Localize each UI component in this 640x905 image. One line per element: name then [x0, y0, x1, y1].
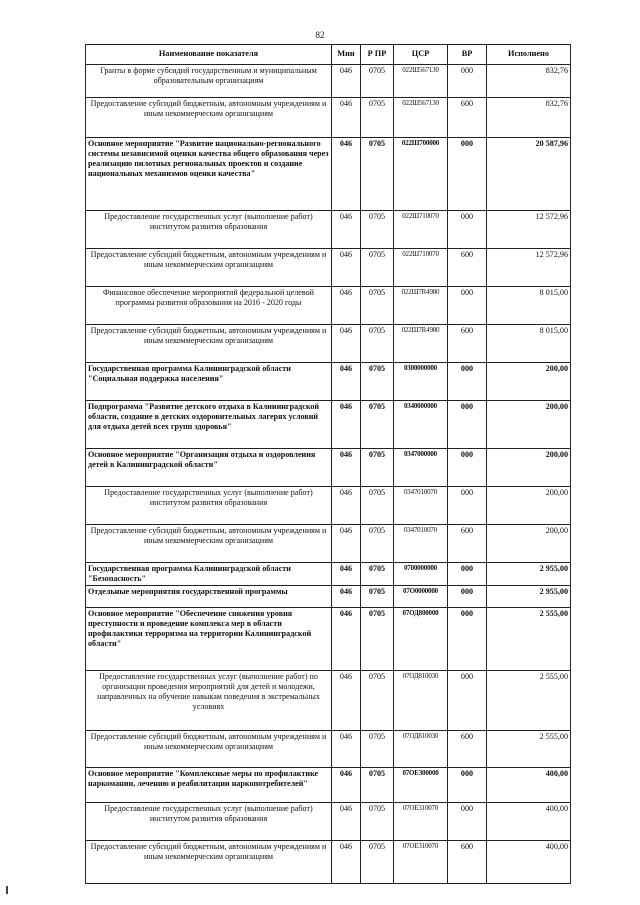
row-ministry-cell: 046 — [332, 287, 361, 325]
row-ministry-cell: 046 — [332, 325, 361, 363]
row-executed-cell: 400,00 — [487, 841, 571, 884]
row-executed-cell: 832,76 — [487, 98, 571, 138]
row-name-cell: Гранты в форме субсидий государственным и муниципальным образовательным организациям — [86, 65, 332, 98]
row-expense-type-cell: 000 — [448, 211, 487, 249]
row-executed-cell: 400,00 — [487, 803, 571, 841]
row-ministry-cell: 046 — [332, 525, 361, 563]
table-row — [86, 731, 571, 768]
row-expense-type-cell: 000 — [448, 768, 487, 803]
row-ministry-cell: 046 — [332, 401, 361, 449]
row-expense-type-cell: 600 — [448, 525, 487, 563]
row-section-cell: 0705 — [361, 731, 394, 768]
row-executed-cell: 200,00 — [487, 363, 571, 401]
row-section-cell: 0705 — [361, 525, 394, 563]
table-row — [86, 563, 571, 586]
row-section-cell: 0705 — [361, 249, 394, 287]
row-ministry-cell: 046 — [332, 768, 361, 803]
row-expense-type-cell: 000 — [448, 138, 487, 211]
row-target-article-cell: 022Ш567130 — [394, 98, 448, 138]
header-target-article: ЦСР — [394, 45, 448, 65]
row-name-cell: Предоставление субсидий бюджетным, автономным учреждениям и иным некоммерческим организациям — [86, 325, 332, 363]
row-expense-type-cell: 000 — [448, 563, 487, 586]
row-executed-cell: 8 015,00 — [487, 325, 571, 363]
row-target-article-cell: 0347010070 — [394, 525, 448, 563]
row-target-article-cell: 022Ш7R4980 — [394, 287, 448, 325]
budget-execution-table — [85, 44, 571, 884]
row-executed-cell: 832,76 — [487, 65, 571, 98]
row-ministry-cell: 046 — [332, 841, 361, 884]
row-ministry-cell: 046 — [332, 487, 361, 525]
row-section-cell: 0705 — [361, 671, 394, 731]
row-ministry-cell: 046 — [332, 65, 361, 98]
row-name-cell: Государственная программа Калининградской области "Безопасность" — [86, 563, 332, 586]
row-executed-cell: 2 555,00 — [487, 608, 571, 671]
row-expense-type-cell: 000 — [448, 586, 487, 608]
row-ministry-cell: 046 — [332, 608, 361, 671]
row-section-cell: 0705 — [361, 449, 394, 487]
row-ministry-cell: 046 — [332, 98, 361, 138]
header-indicator-name: Наименование показателя — [86, 45, 332, 65]
row-target-article-cell: 07ОЕ310070 — [394, 841, 448, 884]
row-expense-type-cell: 600 — [448, 841, 487, 884]
table-row — [86, 249, 571, 287]
row-target-article-cell: 022Ш700000 — [394, 138, 448, 211]
table-row — [86, 586, 571, 608]
table-row — [86, 65, 571, 98]
header-section: Р ПР — [361, 45, 394, 65]
row-section-cell: 0705 — [361, 803, 394, 841]
row-ministry-cell: 046 — [332, 449, 361, 487]
row-expense-type-cell: 000 — [448, 449, 487, 487]
row-section-cell: 0705 — [361, 211, 394, 249]
row-ministry-cell: 046 — [332, 586, 361, 608]
row-section-cell: 0705 — [361, 608, 394, 671]
row-target-article-cell: 07О0000000 — [394, 586, 448, 608]
row-target-article-cell: 0347000000 — [394, 449, 448, 487]
row-expense-type-cell: 000 — [448, 363, 487, 401]
table-row — [86, 287, 571, 325]
row-executed-cell: 12 572,96 — [487, 249, 571, 287]
row-executed-cell: 8 015,00 — [487, 287, 571, 325]
row-target-article-cell: 0347010070 — [394, 487, 448, 525]
row-target-article-cell: 0340000000 — [394, 401, 448, 449]
row-expense-type-cell: 000 — [448, 803, 487, 841]
row-name-cell: Предоставление государственных услуг (выполнение работ) по организации проведения мероприятий для детей и молодежи, направленных на обучение навыкам поведения в экстремальных условиях — [86, 671, 332, 731]
row-target-article-cell: 0300000000 — [394, 363, 448, 401]
row-target-article-cell: 022Ш710070 — [394, 211, 448, 249]
row-ministry-cell: 046 — [332, 563, 361, 586]
row-name-cell: Основное мероприятие "Развитие национально-регионального системы независимой оценки качества общего образования через реализацию пилотных региональных проектов и создание национальных механизмов оценки качества" — [86, 138, 332, 211]
row-section-cell: 0705 — [361, 563, 394, 586]
row-target-article-cell: 07ОД800000 — [394, 608, 448, 671]
row-ministry-cell: 046 — [332, 249, 361, 287]
row-executed-cell: 200,00 — [487, 449, 571, 487]
table-row — [86, 803, 571, 841]
row-ministry-cell: 046 — [332, 138, 361, 211]
row-name-cell: Государственная программа Калининградской области "Социальная поддержка населения" — [86, 363, 332, 401]
row-target-article-cell: 07ОД810030 — [394, 731, 448, 768]
row-name-cell: Предоставление субсидий бюджетным, автономным учреждениям и иным некоммерческим организациям — [86, 249, 332, 287]
row-executed-cell: 2 555,00 — [487, 671, 571, 731]
table-row — [86, 211, 571, 249]
header-expense-type: ВР — [448, 45, 487, 65]
page-number: 82 — [315, 30, 325, 40]
table-row — [86, 98, 571, 138]
row-target-article-cell: 022Ш710070 — [394, 249, 448, 287]
row-expense-type-cell: 600 — [448, 98, 487, 138]
table-row — [86, 449, 571, 487]
row-expense-type-cell: 000 — [448, 65, 487, 98]
row-section-cell: 0705 — [361, 138, 394, 211]
header-ministry: Мин — [332, 45, 361, 65]
row-executed-cell: 2 555,00 — [487, 731, 571, 768]
row-expense-type-cell: 000 — [448, 671, 487, 731]
table-header-row — [86, 45, 571, 65]
row-ministry-cell: 046 — [332, 731, 361, 768]
row-section-cell: 0705 — [361, 841, 394, 884]
table-row — [86, 138, 571, 211]
row-name-cell: Предоставление государственных услуг (выполнение работ) институтом развития образования — [86, 211, 332, 249]
row-executed-cell: 12 572,96 — [487, 211, 571, 249]
row-section-cell: 0705 — [361, 586, 394, 608]
row-ministry-cell: 046 — [332, 363, 361, 401]
row-ministry-cell: 046 — [332, 803, 361, 841]
row-target-article-cell: 022Ш7R4980 — [394, 325, 448, 363]
table-row — [86, 608, 571, 671]
table-row — [86, 768, 571, 803]
row-expense-type-cell: 000 — [448, 401, 487, 449]
row-executed-cell: 200,00 — [487, 487, 571, 525]
row-name-cell: Подпрограмма "Развитие детского отдыха в Калининградской области, создание в детских оздоровительных лагерях условий для отдыха детей всех групп здоровья" — [86, 401, 332, 449]
row-section-cell: 0705 — [361, 363, 394, 401]
table-row — [86, 325, 571, 363]
row-name-cell: Предоставление субсидий бюджетным, автономным учреждениям и иным некоммерческим организациям — [86, 98, 332, 138]
row-target-article-cell: 07ОЕ300000 — [394, 768, 448, 803]
header-executed: Исполнено — [487, 45, 571, 65]
table-row — [86, 525, 571, 563]
row-expense-type-cell: 000 — [448, 287, 487, 325]
row-section-cell: 0705 — [361, 487, 394, 525]
row-name-cell: Отдельные мероприятия государственной программы — [86, 586, 332, 608]
row-executed-cell: 2 955,00 — [487, 563, 571, 586]
row-name-cell: Предоставление государственных услуг (выполнение работ) институтом развития образования — [86, 803, 332, 841]
row-name-cell: Основное мероприятие "Обеспечение снижения уровня преступности и проведение комплекса мер в области профилактики терроризма на территории Калининградской области" — [86, 608, 332, 671]
row-executed-cell: 20 587,96 — [487, 138, 571, 211]
margin-mark — [6, 886, 8, 894]
row-section-cell: 0705 — [361, 401, 394, 449]
table-row — [86, 487, 571, 525]
row-target-article-cell: 07ОД810030 — [394, 671, 448, 731]
table-row — [86, 671, 571, 731]
row-name-cell: Финансовое обеспечение мероприятий федеральной целевой программы развития образования на 2016 - 2020 годы — [86, 287, 332, 325]
table-row — [86, 401, 571, 449]
row-target-article-cell: 0700000000 — [394, 563, 448, 586]
row-name-cell: Основное мероприятие "Организация отдыха и оздоровления детей в Калининградской области" — [86, 449, 332, 487]
row-target-article-cell: 022Ш567130 — [394, 65, 448, 98]
row-name-cell: Предоставление государственных услуг (выполнение работ) институтом развития образования — [86, 487, 332, 525]
row-ministry-cell: 046 — [332, 671, 361, 731]
row-expense-type-cell: 000 — [448, 487, 487, 525]
row-executed-cell: 200,00 — [487, 401, 571, 449]
row-name-cell: Предоставление субсидий бюджетным, автономным учреждениям и иным некоммерческим организациям — [86, 731, 332, 768]
row-target-article-cell: 07ОЕ310070 — [394, 803, 448, 841]
row-executed-cell: 2 955,00 — [487, 586, 571, 608]
row-expense-type-cell: 600 — [448, 731, 487, 768]
row-ministry-cell: 046 — [332, 211, 361, 249]
row-expense-type-cell: 600 — [448, 249, 487, 287]
row-executed-cell: 200,00 — [487, 525, 571, 563]
row-section-cell: 0705 — [361, 287, 394, 325]
row-name-cell: Предоставление субсидий бюджетным, автономным учреждениям и иным некоммерческим организациям — [86, 841, 332, 884]
row-expense-type-cell: 000 — [448, 608, 487, 671]
row-section-cell: 0705 — [361, 768, 394, 803]
table-row — [86, 363, 571, 401]
table-row — [86, 841, 571, 884]
row-section-cell: 0705 — [361, 98, 394, 138]
row-expense-type-cell: 600 — [448, 325, 487, 363]
row-name-cell: Предоставление субсидий бюджетным, автономным учреждениям и иным некоммерческим организациям — [86, 525, 332, 563]
row-section-cell: 0705 — [361, 65, 394, 98]
row-executed-cell: 400,00 — [487, 768, 571, 803]
row-section-cell: 0705 — [361, 325, 394, 363]
row-name-cell: Основное мероприятие "Комплексные меры по профилактике наркомании, лечению и реабилитации наркопотребителей" — [86, 768, 332, 803]
